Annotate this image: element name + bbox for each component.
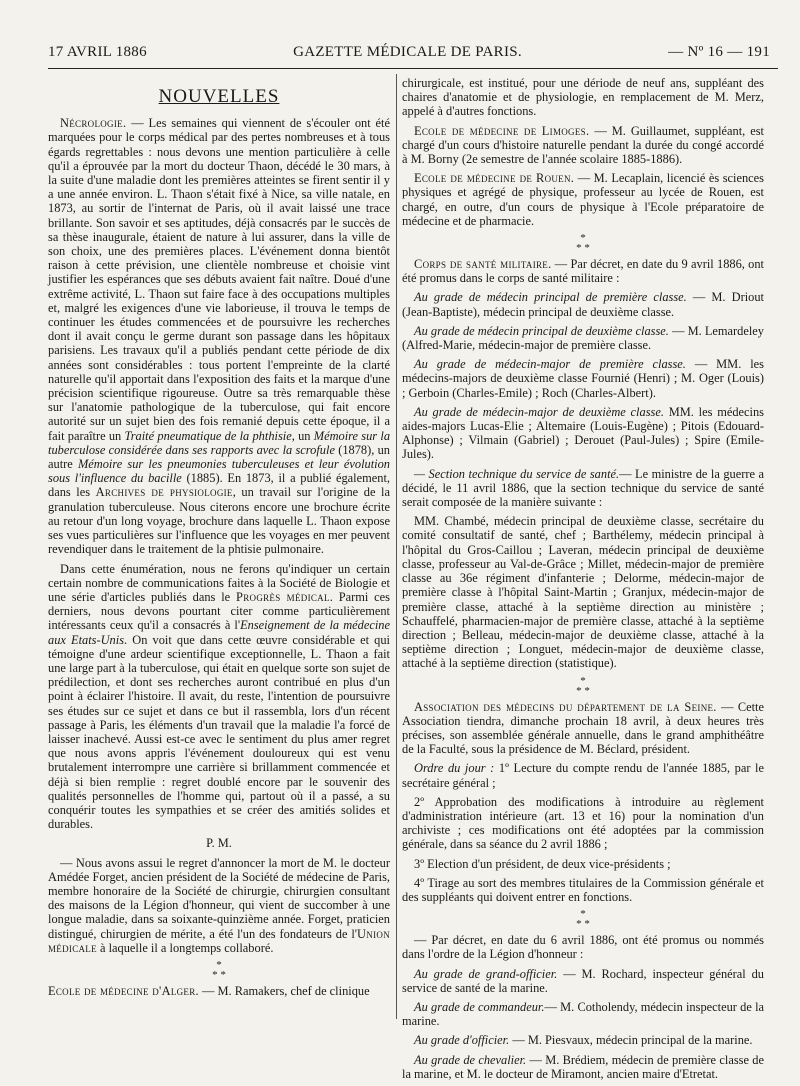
rubric-necrologie: Nécrologie.: [60, 116, 127, 131]
section-asterism: * * *: [212, 958, 226, 981]
limoges-notice: Ecole de médecine de Limoges. — M. Guillaumet, suppléant, est chargé d'un cours d'histoire naturelle pendant la durée du congé accordé à M. Borny (2e semestre de l'année scolaire 1885-1886).: [402, 123, 764, 167]
agenda-item: 4º Tirage au sort des membres titulaires de la Commission générale et des suppléants qui doivent entrer en fonctions.: [402, 875, 764, 904]
military-health-notice: Corps de santé militaire. — Par décret, en date du 9 avril 1886, ont été promus dans le corps de santé militaire :: [402, 257, 764, 286]
right-column: [402, 76, 764, 1086]
agenda-item: 2º Approbation des modifications à introduire au règlement d'administration intérieure (art. 13 et 16) pour la nomination d'un archiviste ; ces modifications ont été adoptées par la commission générale, dans sa séance du 2 avril 1886 ;: [402, 794, 764, 852]
technical-section-members: MM. Chambé, médecin principal de deuxième classe, secrétaire du comité consultatif de santé, chef ; Barthélemy, médecin principal à l'hôpital du Gros-Caillou ; Laveran, médecin principal de deuxième classe, professeur au Val-de-Grâce ; Millet, médecin-major de première classe au 36e régiment d'infanterie ; Delorme, médecin-major de première classe à l'hôpital Saint-Martin ; Granjux, médecin-major de première classe, attaché à la septième direction au ministère ; Schauffelé, pharmacien-major de première classe, attaché à la septième direction ; Belleau, médecin-major de deuxième classe, attaché à la septième direction ; Longuet, médecin-major de deuxième classe, attaché à la septième direction (statistique).: [402, 514, 764, 671]
page-header: [48, 44, 770, 66]
section-asterism: * * *: [576, 674, 590, 697]
rouen-notice: Ecole de médecine de Rouen. — M. Lecaplain, licencié ès sciences physiques et agrégé de physique, professeur au lycée de Rouen, est chargé, en outre, d'un cours de physique à l'Ecole préparatoire de médecine et de pharmacie.: [402, 171, 765, 228]
agenda-item: 3º Election d'un président, de deux vice-présidents ;: [414, 856, 671, 871]
technical-section-notice: — Section technique du service de santé.— Le ministre de la guerre a décidé, le 11 avril 1886, que la section technique du service de santé serait composée de la manière suivante :: [402, 466, 764, 510]
legion-entry: Au grade de grand-officier. — M. Rochard, inspecteur général du service de santé de la marine.: [402, 966, 764, 995]
column-divider: [396, 74, 397, 1019]
promotion-entry: Au grade de médecin-major de deuxième classe. MM. les médecins aides-majors Lucas-Elie ; Altemaire (Louis-Eugène) ; Pitois (Edouard-Alphonse) ; Vilmain (Gabriel) ; Derouet (Paul-Jules) ; Spire (Emile-Jules).: [402, 404, 764, 462]
promotion-entry: Au grade de médecin-major de première classe. — MM. les médecins-majors de deuxième classe Fournié (Henri) ; M. Oger (Louis) ; Gerboin (Charles-Emile) ; Roch (Charles-Albert).: [402, 357, 764, 400]
thaon-works-paragraph: Dans cette énumération, nous ne ferons qu'indiquer un certain certain nombre de communications faites à la Société de Biologie et une série d'articles publiés dans le Progrès médical. Parmi ces derniers, nous devons pourtant citer comme particulièrement intéressants ceux qu'il a consacrés à l'Enseignement de la médecine aux Etats-Unis. On voit que dans cette œuvre considérable et qui témoigne d'une ardeur scientifique exceptionnelle, L. Thaon a fait une large part à la tuberculose, qui était en quelque sorte son sujet de prédilection, et dont ses recherches auront contribué en plus d'un point à éclairer l'histoire. Il avait, du reste, l'intention de poursuivre ses études sur ce sujet et dans ce but il rassembla, lors d'un récent passage à Paris, les éléments d'un travail que la maladie l'a forcé de laisser inachevé. Aussi est-ce avec le sentiment du plus amer regret que nous avons appris l'événement douloureux qui est venu brutalement interrompre une carrière si brillamment commencée et déjà si bien remplie : regret doublé encore par le souvenir des qualités personnelles de l'homme qui, partout où il a passé, a su conquérir toutes les sympathies et se créer des amitiés solides et durables.: [48, 561, 391, 832]
header-issue-page: — Nº 16 — 191: [668, 44, 770, 60]
header-date: 17 AVRIL 1886: [48, 44, 147, 60]
agenda-item: Ordre du jour : 1º Lecture du compte rendu de l'année 1885, par le secrétaire général ;: [402, 761, 764, 790]
legion-honneur-notice: — Par décret, en date du 6 avril 1886, ont été promus ou nommés dans l'ordre de la Légion d'honneur :: [402, 933, 764, 962]
association-notice: Association des médecins du département de la Seine. — Cette Association tiendra, dimanche prochain 18 avril, à deux heures très précises, son assemblée générale annuelle, dans le grand amphithéâtre de la Faculté, sous la présidence de M. Béclard, président.: [402, 699, 764, 757]
header-rule: [48, 68, 778, 69]
forget-obituary: — Nous avons assui le regret d'annoncer la mort de M. le docteur Amédée Forget, ancien président de la Société de médecine de Paris, membre honoraire de la Société de chirurgie, chirurgien consultant des maisons de la Légion d'honneur, qui vient de succomber à une longue maladie, dans sa soixante-quinzième année. Forget, praticien distingué, chirurgien de mérite, a été l'un des fondateurs de l'Union médicale à laquelle il a longtemps collaboré.: [48, 855, 390, 955]
alger-continuation: chirurgicale, est institué, pour une dériode de neuf ans, suppléant des chaires d'anatomie et de physiologie, en remplacement de M. Merz, appelé à d'autres fonctions.: [402, 76, 764, 119]
legion-entry: Au grade de commandeur.— M. Cotholendy, médecin inspecteur de la marine.: [402, 999, 765, 1029]
thaon-obituary: Nécrologie. — Les semaines qui viennent de s'écouler ont été marquées pour le corps médical par des pertes nombreuses et à tous égards regrettables : nous devons une mention particulière à celle qu'il a éprouvée par la mort du docteur Thaon, décédé le 30 mars, à la suite d'une maladie dont les premières atteintes se firent sentir il y a une année environ. L. Thaon s'était fixé à Nice, sa ville natale, en 1873, au sortir de l'internat de Paris, où il avait laissé une trace brillante. Son savoir et ses aptitudes, déjà consacrés par le succès de sa thèse inaugurale, étaient de nature à lui assurer, dans la ville de son choix, une des premières places. L'événement donna bientôt raison à cette prévision, une clientèle nombreuse et choisie vint justifier les espérances que ses débuts avaient fait naître. Doué d'une extrême activité, L. Thaon sut faire face à des occupations multiples et, malgré les exigences d'une vie laborieuse, il trouva le temps de continuer les études commencées et de poursuivre les recherches dont il avait conçu le germe durant son passage dans les hôpitaux parisiens. Les travaux qu'il a publiés pendant cette période de dix années sont considérables : tous portent l'empreinte de la clarté naturelle qu'il apportait dans l'exposition des faits et la marque d'une précision scientifique rigoureuse. Outre sa très remarquable thèse sur l'anatomie pathologique de la tuberculose, qui fait encore autorité sur un sujet bien des fois remanié depuis cette époque, il a fait paraître un Traité pneumatique de la phthisie, un Mémoire sur la tuberculose considérée dans ses rapports avec la scrofule (1878), un autre Mémoire sur les pneumonies tuberculeuses et leur évolution sous l'influence du bacille (1885). En 1873, il a publié également, dans les Archives de physiologie, un travail sur l'origine de la granulation tuberculeuse. Nous citerons encore une brochure écrite au retour d'un long voyage, brochure dans laquelle L. Thaon expose ses vues particulières sur l'influence que les voyages en mer peuvent revendiquer dans le traitement de la phtisie pulmonaire.: [48, 116, 391, 557]
signature: P. M.: [206, 836, 232, 851]
alger-notice: Ecole de médecine d'Alger. — M. Ramakers, chef de clinique: [48, 983, 370, 998]
section-title: NOUVELLES: [158, 86, 280, 107]
promotion-entry: Au grade de médecin principal de première classe. — M. Driout (Jean-Baptiste), médecin principal de deuxième classe.: [402, 290, 764, 319]
legion-entry: Au grade d'officier. — M. Piesvaux, médecin principal de la marine.: [414, 1033, 753, 1048]
legion-entry: Au grade de chevalier. — M. Brédiem, médecin de première classe de la marine, et M. le docteur de Miramont, ancien maire d'Etretat.: [402, 1052, 764, 1081]
section-asterism: * * *: [576, 908, 590, 931]
promotion-entry: Au grade de médecin principal de deuxième classe. — M. Lemardeley (Alfred-Marie, médecin-major de première classe.: [402, 323, 764, 353]
left-column: [48, 78, 390, 1003]
header-journal-title: GAZETTE MÉDICALE DE PARIS.: [293, 44, 522, 60]
section-asterism: * * *: [576, 232, 590, 255]
